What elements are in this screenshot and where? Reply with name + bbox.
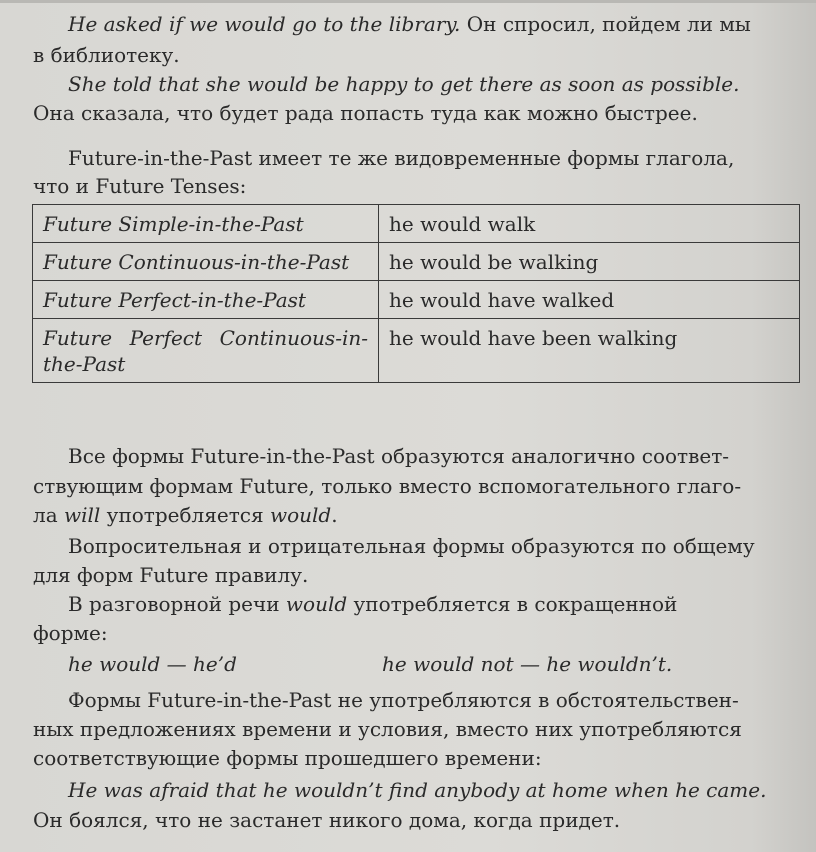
tense-name: Future Continuous-in-the-Past: [43, 250, 350, 274]
colloquial-line-2: форме:: [33, 621, 108, 645]
example-3-english: He was afraid that he wouldn’t find anybody at home when he came.: [68, 778, 767, 802]
formation-line-2: ствующим формам Future, только вместо вспомогательного глаго-: [33, 474, 742, 498]
intro-line-2: что и Future Tenses:: [33, 174, 247, 198]
tense-name-cell: [33, 281, 379, 319]
table-row: [33, 319, 800, 383]
text: .: [331, 503, 338, 527]
example-1-english: He asked if we would go to the library.: [68, 12, 461, 36]
restriction-line-3: соответствующие формы прошедшего времени:: [33, 746, 542, 770]
restriction-line-1: Формы Future-in-the-Past не употребляются в обстоятельствен-: [68, 688, 739, 712]
table-row: [33, 205, 800, 243]
page-top-edge: [0, 0, 816, 3]
tense-name: Future Simple-in-the-Past: [43, 212, 304, 236]
future-in-the-past-table: [32, 204, 800, 383]
colloquial-line-1: [68, 592, 677, 616]
restriction-line-2: ных предложениях времени и условия, вместо них употребляются: [33, 717, 742, 741]
text: употребляется: [100, 503, 270, 527]
questions-line-1: Вопросительная и отрицательная формы образуются по общему: [68, 534, 755, 558]
tense-example-cell: he would have been walking: [379, 319, 800, 383]
keyword-would: would: [269, 503, 332, 527]
keyword-will: will: [64, 503, 101, 527]
example-2-russian: Она сказала, что будет рада попасть туда как можно быстрее.: [33, 101, 698, 125]
example-1-russian-cont: в библиотеку.: [33, 43, 180, 67]
contraction-he-would: he would — he’d: [68, 652, 237, 676]
tense-name-cell: [33, 243, 379, 281]
formation-line-1: Все формы Future-in-the-Past образуются аналогично соответ-: [68, 444, 730, 468]
table-row: [33, 281, 800, 319]
formation-line-3: [33, 503, 338, 527]
text: ла: [33, 503, 64, 527]
tense-name: Future Perfect-in-the-Past: [43, 288, 306, 312]
tense-example-cell: he would be walking: [379, 243, 800, 281]
tense-name-cell: [33, 319, 379, 383]
text: употребляется в сокращенной: [347, 592, 678, 616]
example-3-russian: Он боялся, что не застанет никого дома, когда придет.: [33, 808, 621, 832]
tense-name: Future Perfect Continuous-in-the-Past: [43, 326, 368, 376]
table-row: [33, 243, 800, 281]
tense-example-cell: he would have walked: [379, 281, 800, 319]
example-2-english: She told that she would be happy to get there as soon as possible.: [68, 72, 740, 96]
tense-name-cell: [33, 205, 379, 243]
questions-line-2: для форм Future правилу.: [33, 563, 309, 587]
text: В разговорной речи: [68, 592, 286, 616]
example-1-russian: Он спросил, пойдем ли мы: [460, 12, 751, 36]
contraction-he-would-not: he would not — he wouldn’t.: [382, 652, 673, 676]
tense-example-cell: he would walk: [379, 205, 800, 243]
keyword-would: would: [285, 592, 348, 616]
example-1: [68, 12, 751, 36]
intro-line-1: Future-in-the-Past имеет те же видовременные формы глагола,: [68, 146, 735, 170]
